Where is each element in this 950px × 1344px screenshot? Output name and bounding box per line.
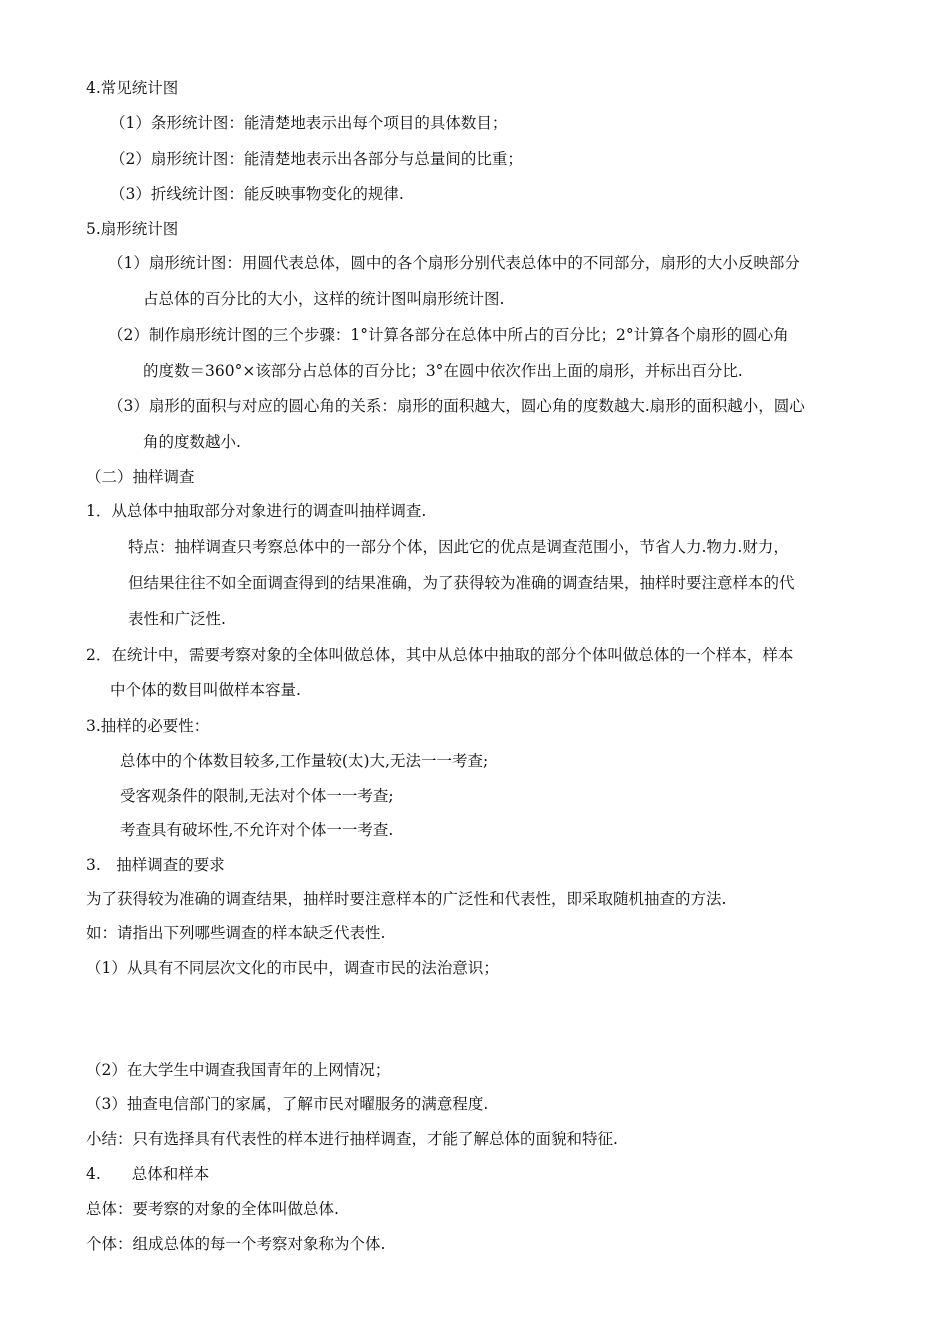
- heading-population-sample: 4. 总体和样本: [86, 1165, 210, 1183]
- pie-area-line1: （3）扇形的面积与对应的圆心角的关系：扇形的面积越大，圆心角的度数越大.扇形的面积越小，圆心: [108, 397, 805, 415]
- necessity-item1: 总体中的个体数目较多,工作量较(太)大,无法一一考查;: [120, 752, 489, 770]
- example-item1: （1）从具有不同层次文化的市民中，调查市民的法治意识；: [86, 959, 499, 977]
- sampling-features-line1: 特点：抽样调查只考察总体中的一部分个体，因此它的优点是调查范围小，节省人力.物力.财力，: [128, 538, 789, 556]
- population-sample-line1: 2．在统计中，需要考察对象的全体叫做总体，其中从总体中抽取的部分个体叫做总体的一个样本，样本: [86, 646, 794, 664]
- pie-definition-line2: 占总体的百分比的大小，这样的统计图叫扇形统计图.: [143, 290, 505, 308]
- pie-definition-line1: （1）扇形统计图：用圆代表总体，圆中的各个扇形分别代表总体中的不同部分，扇形的大小反映部分: [108, 254, 800, 272]
- population-sample-line2: 中个体的数目叫做样本容量.: [110, 681, 301, 699]
- necessity-item3: 考查具有破坏性,不允许对个体一一考查.: [120, 821, 394, 839]
- heading-sampling-requirements: 3. 抽样调查的要求: [86, 856, 225, 874]
- requirements-text: 为了获得较为准确的调查结果，抽样时要注意样本的广泛性和代表性，即采取随机抽查的方法.: [86, 890, 727, 908]
- item-bar-chart: （1）条形统计图：能清楚地表示出每个项目的具体数目；: [110, 114, 508, 132]
- section-sampling-survey: （二）抽样调查: [86, 468, 195, 486]
- pie-steps-line1: （2）制作扇形统计图的三个步骤：1°计算各部分在总体中所占的百分比；2°计算各个扇形的圆心角: [108, 326, 789, 344]
- sampling-features-line3: 表性和广泛性.: [128, 610, 226, 628]
- sampling-features-line2: 但结果往往不如全面调查得到的结果准确，为了获得较为准确的调查结果，抽样时要注意样本的代: [128, 574, 795, 592]
- individual-definition: 个体：组成总体的每一个考察对象称为个体.: [86, 1235, 386, 1253]
- item-line-chart: （3）折线统计图：能反映事物变化的规律.: [110, 185, 404, 203]
- example-prompt: 如：请指出下列哪些调查的样本缺乏代表性.: [86, 924, 386, 942]
- heading-sampling-necessity: 3.抽样的必要性：: [86, 717, 210, 735]
- population-definition: 总体：要考察的对象的全体叫做总体.: [86, 1200, 339, 1218]
- item-pie-chart: （2）扇形统计图：能清楚地表示出各部分与总量间的比重；: [110, 150, 523, 168]
- example-item2: （2）在大学生中调查我国青年的上网情况；: [86, 1061, 391, 1079]
- heading-common-charts: 4.常见统计图: [86, 79, 179, 97]
- heading-pie-chart: 5.扇形统计图: [86, 220, 179, 238]
- pie-area-line2: 角的度数越小.: [143, 433, 241, 451]
- summary-text: 小结：只有选择具有代表性的样本进行抽样调查，才能了解总体的面貌和特征.: [86, 1130, 618, 1148]
- example-item3: （3）抽查电信部门的家属，了解市民对曜服务的满意程度.: [86, 1095, 489, 1113]
- pie-steps-line2: 的度数＝360°×该部分占总体的百分比；3°在圆中依次作出上面的扇形，并标出百分比.: [143, 362, 743, 380]
- sampling-definition: 1．从总体中抽取部分对象进行的调查叫抽样调查.: [86, 502, 427, 520]
- necessity-item2: 受客观条件的限制,无法对个体一一考查;: [120, 787, 394, 805]
